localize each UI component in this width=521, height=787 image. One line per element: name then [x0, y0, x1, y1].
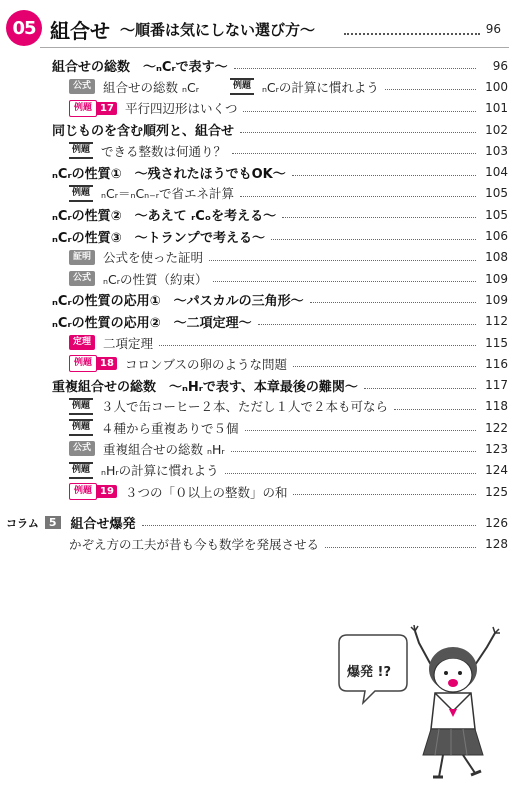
toc-badge: 例題	[69, 419, 93, 436]
toc-entry-text: ３人で缶コーヒー２本、ただし１人で２本も可なら	[101, 399, 389, 415]
leader-dots	[159, 345, 476, 346]
toc-subentry-row[interactable]	[0, 268, 521, 289]
toc-entry-text: 平行四辺形はいくつ	[124, 101, 238, 117]
toc-page-number: 116	[485, 356, 508, 371]
leader-dots	[344, 33, 480, 35]
toc-page-number: 105	[485, 207, 508, 222]
toc-page-number: 117	[485, 378, 508, 393]
toc-column-row[interactable]	[0, 512, 521, 533]
toc-entry-text: 二項定理	[103, 335, 154, 351]
leader-dots	[209, 260, 476, 261]
toc-badge: 公式	[69, 79, 95, 94]
toc-badge: 例題	[69, 398, 93, 415]
toc-entry-text: ₙCᵣの性質（約束）	[103, 271, 208, 287]
toc-badge: 公式	[69, 271, 95, 286]
toc-entry-text: 重複組合せの総数 ₙHᵣ	[103, 441, 225, 457]
leader-dots	[271, 239, 476, 240]
toc-badge-number: 19	[97, 485, 117, 498]
toc-badge: 例題	[69, 100, 97, 117]
toc-entry-text: ₙHᵣの計算に慣れよう	[101, 463, 219, 479]
toc-page-number: 128	[485, 537, 508, 552]
toc-subentry-row[interactable]	[0, 76, 521, 97]
toc-page-number: 101	[485, 101, 508, 116]
toc-entry-text: ３つの「０以上の整数」の和	[124, 484, 288, 500]
toc-subentry-row[interactable]	[0, 247, 521, 268]
toc-entry-text: ₙCᵣの性質① 〜残されたほうでもOK〜	[52, 166, 286, 182]
toc-badge: 例題	[69, 185, 93, 202]
toc-entry-text: かぞえ方の工夫が昔も今も数学を発展させる	[69, 537, 320, 553]
toc-entry-text: 同じものを含む順列と、組合せ	[52, 124, 235, 140]
toc-badge-number: 18	[97, 357, 117, 370]
leader-dots	[385, 89, 476, 90]
leader-dots	[213, 281, 476, 282]
toc-subentry-row[interactable]	[0, 353, 521, 374]
leader-dots	[293, 494, 476, 495]
leader-dots	[142, 525, 476, 526]
toc-page-number: 115	[485, 335, 508, 350]
leader-dots	[225, 473, 476, 474]
toc-section-row[interactable]	[0, 119, 521, 140]
leader-dots	[394, 409, 476, 410]
toc-page-number: 125	[485, 484, 508, 499]
toc-subentry-row[interactable]	[0, 140, 521, 161]
toc-badge: 証明	[69, 250, 95, 265]
toc-badge: 例題	[69, 483, 97, 500]
toc-page-number: 104	[485, 165, 508, 180]
leader-dots	[234, 68, 476, 69]
toc-page-number: 122	[485, 420, 508, 435]
leader-dots	[364, 388, 476, 389]
table-of-contents	[0, 55, 521, 555]
toc-entry-text: ４種から重複ありで５個	[101, 420, 239, 436]
toc-page-number: 105	[485, 186, 508, 201]
leader-dots	[310, 302, 476, 303]
toc-entry-text: 公式を使った証明	[103, 250, 204, 266]
toc-page-number: 102	[485, 122, 508, 137]
toc-page-number: 126	[485, 515, 508, 530]
toc-section-row[interactable]	[0, 311, 521, 332]
leader-dots	[293, 366, 476, 367]
leader-dots	[282, 217, 476, 218]
toc-section-row[interactable]	[0, 204, 521, 225]
chapter-number-badge: 05	[6, 10, 42, 46]
toc-page-number: 118	[485, 399, 508, 414]
cartoon-girl-icon	[335, 625, 515, 783]
toc-column-subentry[interactable]	[0, 534, 521, 555]
toc-entry-text: できる整数は何通り？	[101, 143, 227, 159]
toc-subentry-row[interactable]	[0, 481, 521, 502]
toc-badge-number: 17	[97, 102, 117, 115]
toc-page-number: 100	[485, 79, 508, 94]
toc-subentry-row[interactable]	[0, 417, 521, 438]
toc-badge: 例題	[69, 462, 93, 479]
leader-dots	[240, 196, 476, 197]
toc-entry-text: ₙCᵣの性質の応用① 〜パスカルの三角形〜	[52, 294, 304, 310]
toc-badge: 例題	[230, 78, 254, 95]
girl-illustration	[335, 625, 515, 783]
toc-entry-text: ₙCᵣの性質② 〜あえて ᵣCₒを考える〜	[52, 209, 277, 225]
chapter-header	[0, 8, 521, 48]
leader-dots	[231, 451, 476, 452]
toc-section-row[interactable]	[0, 374, 521, 395]
toc-page-number: 96	[492, 58, 508, 73]
leader-dots	[325, 547, 476, 548]
toc-entry-text: ₙCᵣの計算に慣れよう	[261, 79, 379, 95]
toc-entry-text: 組合せの総数 ₙCᵣ	[103, 79, 224, 95]
toc-badge: 定理	[69, 335, 95, 350]
toc-section-row[interactable]	[0, 225, 521, 246]
toc-entry-text: コロンブスの卵のような問題	[124, 356, 287, 372]
column-title: 組合せ爆発	[70, 517, 136, 533]
toc-subentry-row[interactable]	[0, 396, 521, 417]
toc-subentry-row[interactable]	[0, 332, 521, 353]
toc-section-row[interactable]	[0, 55, 521, 76]
toc-badge: 例題	[69, 142, 93, 159]
chapter-page-number: 96	[485, 22, 501, 36]
leader-dots	[232, 153, 476, 154]
toc-page-number: 109	[485, 271, 508, 286]
chapter-subtitle: 〜順番は気にしない選び方〜	[120, 21, 316, 39]
column-label: コラム	[6, 516, 39, 530]
leader-dots	[245, 430, 476, 431]
toc-subentry-row[interactable]	[0, 98, 521, 119]
speech-bubble-text: 爆発 !?	[347, 665, 391, 680]
leader-dots	[240, 132, 476, 133]
toc-subentry-row[interactable]	[0, 460, 521, 481]
leader-dots	[292, 175, 476, 176]
toc-entry-text: ₙCᵣの性質③ 〜トランプで考える〜	[52, 230, 265, 246]
toc-entry-text: ₙCᵣ＝ₙCₙ₋ᵣで省エネ計算	[101, 186, 234, 202]
toc-page-number: 106	[485, 229, 508, 244]
toc-subentry-row[interactable]	[0, 183, 521, 204]
toc-page-number: 103	[485, 143, 508, 158]
toc-entry-text: 組合せの総数 〜ₙCᵣで表す〜	[52, 60, 228, 76]
toc-entry-text: 重複組合せの総数 〜ₙHᵣで表す、本章最後の難関〜	[52, 379, 358, 395]
toc-page-number: 123	[485, 441, 508, 456]
toc-section-row[interactable]	[0, 161, 521, 182]
toc-section-row[interactable]	[0, 289, 521, 310]
toc-badge: 公式	[69, 441, 95, 456]
column-number: 5	[45, 516, 61, 529]
toc-badge: 例題	[69, 355, 97, 372]
leader-dots	[243, 111, 476, 112]
toc-page-number: 124	[485, 463, 508, 478]
toc-entry-text: ₙCᵣの性質の応用② 〜二項定理〜	[52, 315, 252, 331]
chapter-title: 組合せ	[50, 19, 110, 43]
leader-dots	[258, 324, 476, 325]
toc-page-number: 112	[485, 314, 508, 329]
toc-page-number: 108	[485, 250, 508, 265]
chapter-underline	[40, 47, 509, 48]
toc-page-number: 109	[485, 292, 508, 307]
toc-subentry-row[interactable]	[0, 438, 521, 459]
